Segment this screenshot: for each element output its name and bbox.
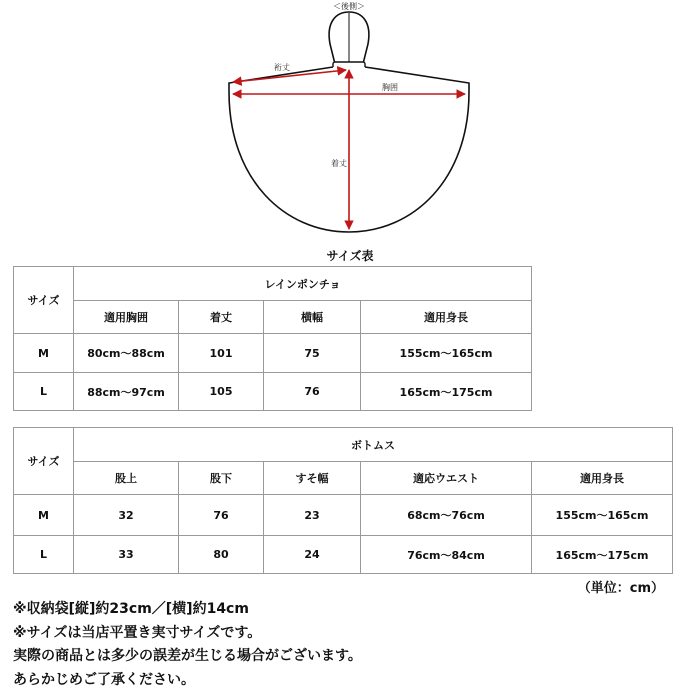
yuki-label: 裄丈 <box>274 63 290 72</box>
table-row <box>14 334 532 373</box>
table-cell: 23 <box>264 495 361 536</box>
bottoms-col-header: すそ幅 <box>264 462 361 495</box>
table-cell: 165cm〜175cm <box>361 373 532 411</box>
size-cell: L <box>14 536 74 574</box>
poncho-diagram <box>0 0 700 245</box>
note-line: あらかじめご了承ください。 <box>13 671 195 688</box>
table-row <box>14 495 673 536</box>
table-cell: 80 <box>179 536 264 574</box>
poncho-col-header: 適用身長 <box>361 301 532 334</box>
bottoms-title: ボトムス <box>74 428 673 462</box>
poncho-col-header: 着丈 <box>179 301 264 334</box>
bottoms-size-table <box>13 427 673 574</box>
chest-label: 胸囲 <box>382 83 398 92</box>
poncho-title: レインポンチョ <box>74 267 532 301</box>
table-row <box>14 373 532 411</box>
bottoms-col-header: 股上 <box>74 462 179 495</box>
bottoms-size-header: サイズ <box>14 428 74 495</box>
table-cell: 68cm〜76cm <box>361 495 532 536</box>
table-cell: 24 <box>264 536 361 574</box>
poncho-col-header: 横幅 <box>264 301 361 334</box>
size-cell: M <box>14 495 74 536</box>
note-line: ※収納袋[縦]約23cm／[横]約14cm <box>13 601 249 617</box>
length-label: 着丈 <box>331 159 347 168</box>
bottoms-col-header: 股下 <box>179 462 264 495</box>
table-cell: 76cm〜84cm <box>361 536 532 574</box>
table-cell: 88cm〜97cm <box>74 373 179 411</box>
table-cell: 105 <box>179 373 264 411</box>
note-line: ※サイズは当店平置き実寸サイズです。 <box>13 624 262 641</box>
table-row <box>14 536 673 574</box>
size-cell: M <box>14 334 74 373</box>
table-cell: 76 <box>179 495 264 536</box>
table-cell: 155cm〜165cm <box>532 495 673 536</box>
bottoms-col-header: 適用身長 <box>532 462 673 495</box>
table-cell: 101 <box>179 334 264 373</box>
table-cell: 165cm〜175cm <box>532 536 673 574</box>
back-side-label: ＜後側＞ <box>333 2 365 11</box>
poncho-size-table <box>13 266 532 411</box>
size-table-title: サイズ表 <box>326 249 374 263</box>
table-cell: 76 <box>264 373 361 411</box>
note-line: 実際の商品とは多少の誤差が生じる場合がございます。 <box>13 648 362 665</box>
notes <box>13 598 693 692</box>
poncho-size-header: サイズ <box>14 267 74 334</box>
bottoms-col-header: 適応ウエスト <box>361 462 532 495</box>
unit-label: （単位：cm） <box>577 581 664 596</box>
table-cell: 75 <box>264 334 361 373</box>
poncho-col-header: 適用胸囲 <box>74 301 179 334</box>
table-cell: 80cm〜88cm <box>74 334 179 373</box>
size-cell: L <box>14 373 74 411</box>
table-cell: 32 <box>74 495 179 536</box>
table-cell: 155cm〜165cm <box>361 334 532 373</box>
table-cell: 33 <box>74 536 179 574</box>
